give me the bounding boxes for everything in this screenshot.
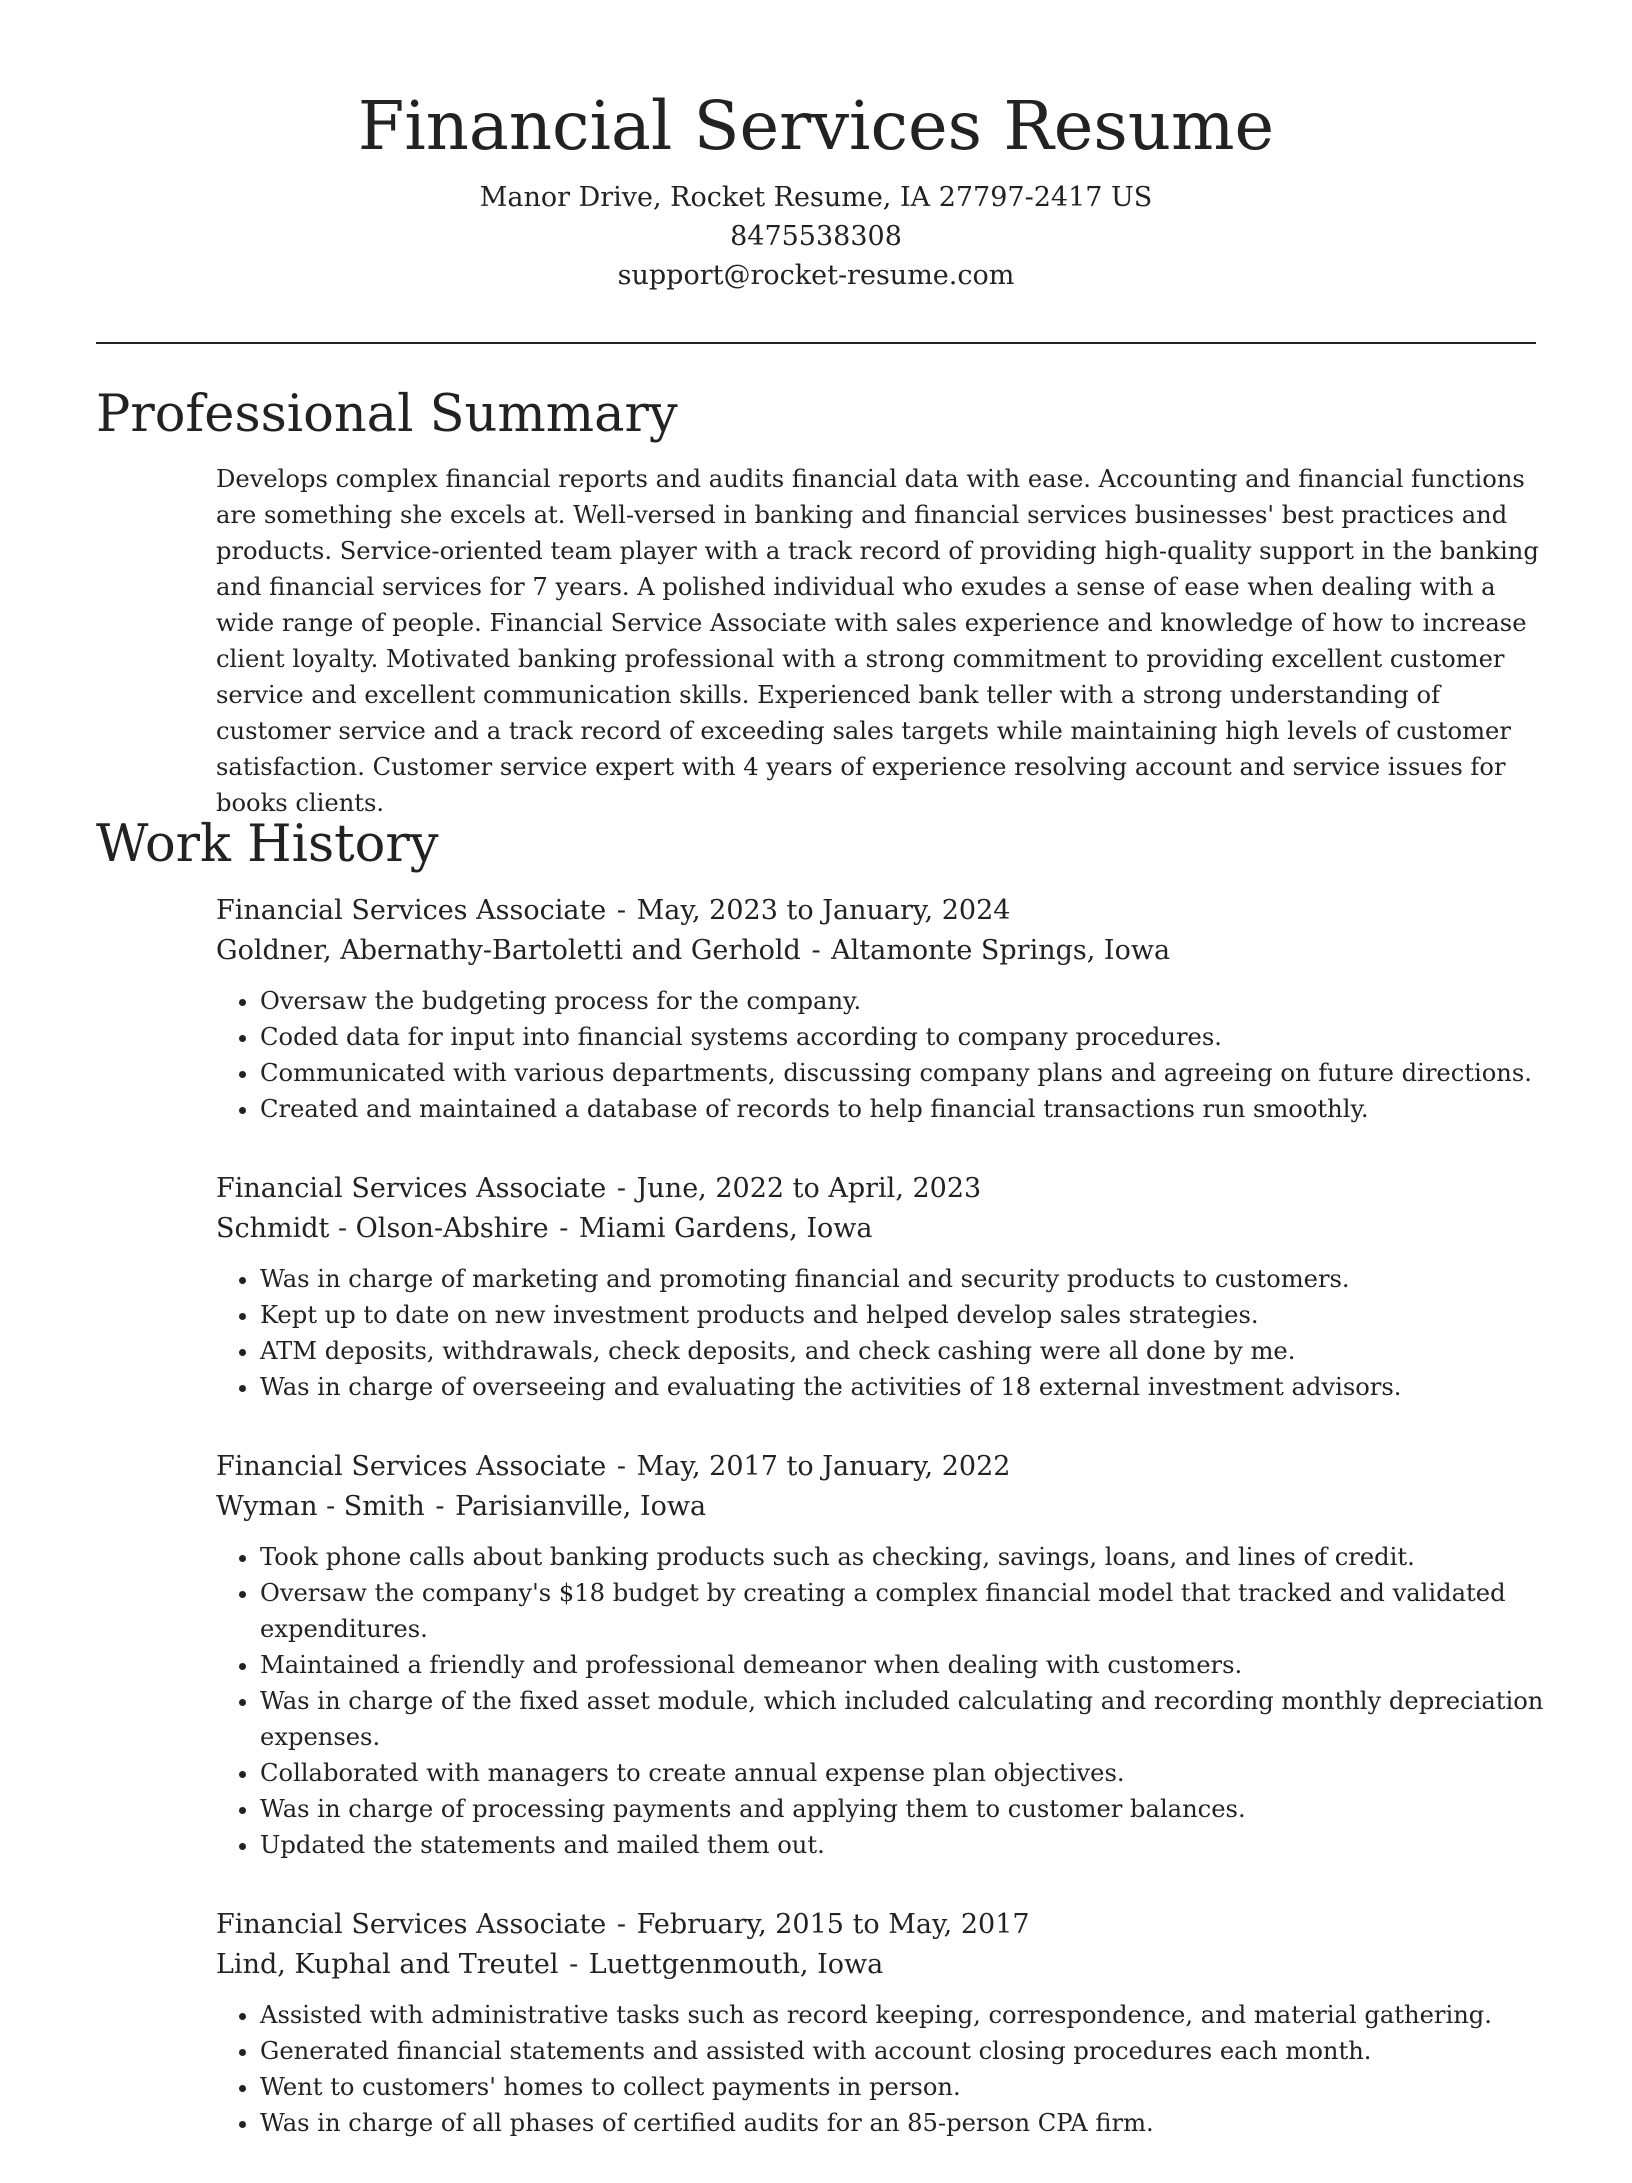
job-bullet-item: • Generated financial statements and assisted with account closing procedures each month. (260, 2033, 1546, 2069)
job-bullet-item: • Was in charge of the fixed asset module, which included calculating and recording monthly depreciation expenses. (260, 1683, 1546, 1755)
job-title-line (216, 1447, 1546, 1487)
work-history-list (216, 891, 1546, 2183)
job-location: Miami Gardens, Iowa (578, 1213, 873, 1244)
job-bullet-item: • Assisted with administrative tasks such as record keeping, correspondence, and material gathering. (260, 1997, 1546, 2033)
job-separator: - (616, 895, 626, 926)
job-title: Financial Services Associate (216, 1173, 607, 1204)
job-bullet-item: • Oversaw the budgeting process for the company. (260, 983, 1546, 1019)
job-bullet-item: • Was in charge of overseeing and evaluating the activities of 18 external investment advisors. (260, 1369, 1546, 1405)
job-bullet-item: • Was in charge of all phases of certified audits for an 85-person CPA firm. (260, 2105, 1546, 2141)
job-start-date: May, 2017 (636, 1451, 778, 1482)
job-entry (216, 891, 1546, 1127)
job-bullets (216, 1997, 1546, 2141)
job-end-date: January, 2022 (822, 1451, 1011, 1482)
job-location: Luettgenmouth, Iowa (588, 1949, 884, 1980)
job-title-line (216, 891, 1546, 931)
resume-header (96, 84, 1536, 295)
job-company: Wyman - Smith (216, 1491, 425, 1522)
job-separator: - (616, 1909, 626, 1940)
job-company: Goldner, Abernathy-Bartoletti and Gerhold (216, 935, 801, 966)
job-bullet-item: • Updated the statements and mailed them out. (260, 1827, 1546, 1863)
summary-heading: Professional Summary (96, 385, 678, 444)
job-title-line (216, 1169, 1546, 1209)
job-entry (216, 1447, 1546, 1863)
resume-title: Financial Services Resume (357, 87, 1275, 165)
work-history-heading: Work History (96, 815, 439, 874)
job-end-date: April, 2023 (828, 1173, 982, 1204)
job-date-joiner: to (852, 1909, 880, 1940)
job-title: Financial Services Associate (216, 895, 607, 926)
job-company: Lind, Kuphal and Treutel (216, 1949, 559, 1980)
job-bullet-item: • Oversaw the company's $18 budget by creating a complex financial model that tracked and validated expenditures. (260, 1575, 1546, 1647)
contact-email: support@rocket-resume.com (617, 260, 1015, 291)
job-bullets (216, 983, 1546, 1127)
job-bullet-item: • ATM deposits, withdrawals, check deposits, and check cashing were all done by me. (260, 1333, 1546, 1369)
contact-block (96, 178, 1536, 295)
job-bullet-item: • Coded data for input into financial systems according to company procedures. (260, 1019, 1546, 1055)
job-bullet-item: • Collaborated with managers to create annual expense plan objectives. (260, 1755, 1546, 1791)
job-date-joiner: to (786, 1451, 814, 1482)
job-date-joiner: to (792, 1173, 820, 1204)
job-bullet-item: • Maintained a friendly and professional demeanor when dealing with customers. (260, 1647, 1546, 1683)
job-bullet-item: • Took phone calls about banking products such as checking, savings, loans, and lines of credit. (260, 1539, 1546, 1575)
job-entry (216, 1905, 1546, 2141)
job-company: Schmidt - Olson-Abshire (216, 1213, 549, 1244)
summary-text: Develops complex financial reports and audits financial data with ease. Accounting and financial functions are something she excels at. Well-versed in banking and financial services businesses' best practices and products. Service-oriented team player with a track record of providing high-quality support in the banking and financial services for 7 years. A polished individual who exudes a sense of ease when dealing with a wide range of people. Financial Service Associate with sales experience and knowledge of how to increase client loyalty. Motivated banking professional with a strong commitment to providing excellent customer service and excellent communication skills. Experienced bank teller with a strong understanding of customer service and a track record of exceeding sales targets while maintaining high levels of customer satisfaction. Customer service expert with 4 years of experience resolving account and service issues for books clients. (216, 465, 1539, 817)
job-start-date: June, 2022 (636, 1173, 785, 1204)
job-bullet-item: • Went to customers' homes to collect payments in person. (260, 2069, 1546, 2105)
job-end-date: January, 2024 (822, 895, 1011, 926)
job-bullet-item: • Kept up to date on new investment products and helped develop sales strategies. (260, 1297, 1546, 1333)
job-separator: - (569, 1949, 579, 1980)
job-separator: - (811, 935, 821, 966)
contact-phone: 8475538308 (730, 221, 902, 252)
job-separator: - (435, 1491, 445, 1522)
job-company-line (216, 931, 1546, 971)
job-bullets (216, 1539, 1546, 1863)
contact-address: Manor Drive, Rocket Resume, IA 27797-2417 US (479, 182, 1153, 213)
job-company-line (216, 1945, 1546, 1985)
header-divider (96, 342, 1536, 344)
job-entry (216, 1169, 1546, 1405)
job-separator: - (616, 1173, 626, 1204)
job-location: Altamonte Springs, Iowa (831, 935, 1171, 966)
job-company-line (216, 1487, 1546, 1527)
job-bullet-item: • Was in charge of marketing and promoting financial and security products to customers. (260, 1261, 1546, 1297)
job-separator: - (616, 1451, 626, 1482)
job-bullet-item: • Communicated with various departments, discussing company plans and agreeing on future directions. (260, 1055, 1546, 1091)
job-title: Financial Services Associate (216, 1909, 607, 1940)
job-bullet-item: • Created and maintained a database of records to help financial transactions run smoothly. (260, 1091, 1546, 1127)
job-start-date: May, 2023 (636, 895, 778, 926)
job-date-joiner: to (786, 895, 814, 926)
job-bullet-item: • Was in charge of processing payments and applying them to customer balances. (260, 1791, 1546, 1827)
job-end-date: May, 2017 (888, 1909, 1030, 1940)
job-bullets (216, 1261, 1546, 1405)
job-company-line (216, 1209, 1546, 1249)
job-start-date: February, 2015 (636, 1909, 844, 1940)
job-title: Financial Services Associate (216, 1451, 607, 1482)
job-title-line (216, 1905, 1546, 1945)
job-separator: - (559, 1213, 569, 1244)
job-location: Parisianville, Iowa (455, 1491, 707, 1522)
